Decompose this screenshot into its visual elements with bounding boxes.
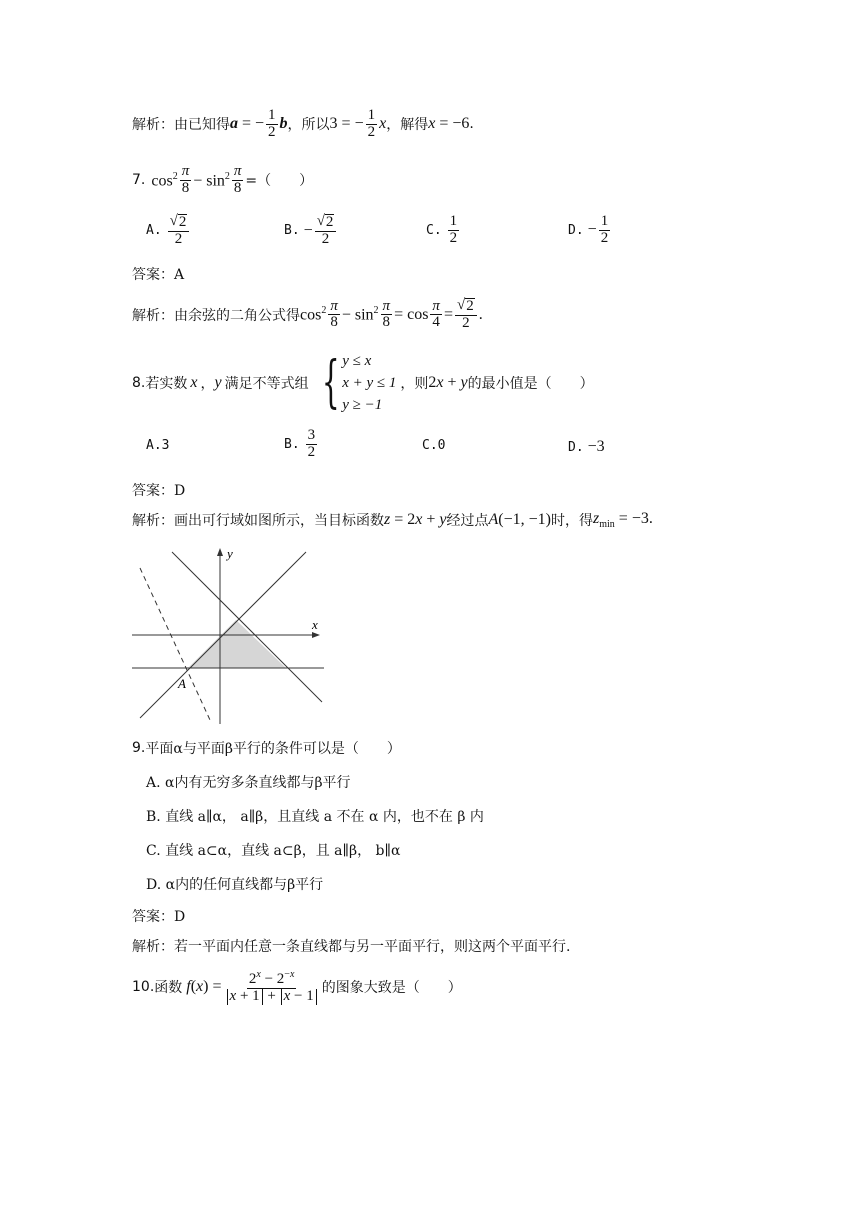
feasible-region-figure — [130, 544, 330, 726]
q9-answer: 答案：D — [132, 909, 186, 925]
objective-line — [140, 568, 210, 720]
q7-option-b[interactable]: B. − √ 2 2 — [284, 214, 338, 248]
q8-stem: 8. 若实数 x ， y 满足不等式组 { y ≤ x x + y ≤ 1 y ≥ −1 ，则 2x + y 的最小值是（ ） — [132, 350, 594, 415]
q9-option-d[interactable]: D. α内的任何直线都与β平行 — [146, 877, 324, 893]
q8-option-b[interactable]: B. $\frac{3}{2}$ — [284, 427, 316, 460]
q8-solution: 解析：画出可行域如图所示，当目标函数 z = 2x + y 经过点 A(−1, −1) 时，得 $z_{min} = -3$. — [132, 510, 653, 531]
q6-solution: 解析：由已知得 a = − $\frac{1}{2}$ b ，所以 3 = − $\frac{1}{2}$ x ，解得 x = −6 . — [132, 107, 474, 140]
inequality-system: { y ≤ x x + y ≤ 1 y ≥ −1 — [321, 350, 397, 415]
x-axis-label: x — [312, 617, 318, 632]
q8-option-d[interactable]: D. −3 — [568, 438, 605, 455]
q9-option-c[interactable]: C. 直线 a⊂α，直线 a⊂β，且 a∥β， b∥α — [146, 843, 401, 859]
y-axis-label: y — [227, 546, 233, 561]
q10-stem: 10. 函数 f(x) = $\frac{2^x - 2^{-x}}{x + 1 + x - 1}$ 的图象大致是（ ） — [132, 969, 462, 1004]
line-x-plus-y-eq-1 — [172, 552, 322, 702]
q7-solution: 解析：由余弦的二角公式得 $\cos^2$ $\frac{\pi}{8}$ − $\sin^2$ $\frac{\pi}{8}$ = cos $\frac{\pi}{4}$ = √ 2 2 . — [132, 297, 483, 331]
q7-option-d[interactable]: D. − $\frac{1}{2}$ — [568, 213, 609, 246]
q9-option-b[interactable]: B. 直线 a∥α， a∥β，且直线 a 不在 α 内，也不在 β 内 — [146, 809, 484, 825]
q8-option-a[interactable]: A.3 — [146, 438, 170, 453]
feasible-region — [188, 620, 286, 668]
point-a-label: A — [178, 676, 186, 691]
q6-solution-label: 解析：由已知得 — [132, 117, 230, 134]
q9-solution: 解析：若一平面内任意一条直线都与另一平面平行，则这两个平面平行. — [132, 939, 571, 955]
q7-option-c[interactable]: C. $\frac{1}{2}$ — [426, 213, 458, 246]
x-axis-arrow — [312, 632, 320, 638]
q9-stem: 9. 平面α与平面β平行的条件可以是（ ） — [132, 740, 401, 757]
q8-option-c[interactable]: C.0 — [422, 438, 446, 453]
q7-option-a[interactable]: A. √ 2 2 — [146, 214, 191, 248]
y-axis-arrow — [217, 548, 223, 556]
q7-answer: 答案：A — [132, 267, 185, 283]
q9-option-a[interactable]: A. α内有无穷多条直线都与β平行 — [146, 775, 351, 791]
q7-stem: 7. $\cos^2$ $\frac{\pi}{8}$ − $\sin^2$ $\frac{\pi}{8}$ =（ ） — [132, 163, 314, 196]
q8-answer: 答案：D — [132, 483, 186, 499]
